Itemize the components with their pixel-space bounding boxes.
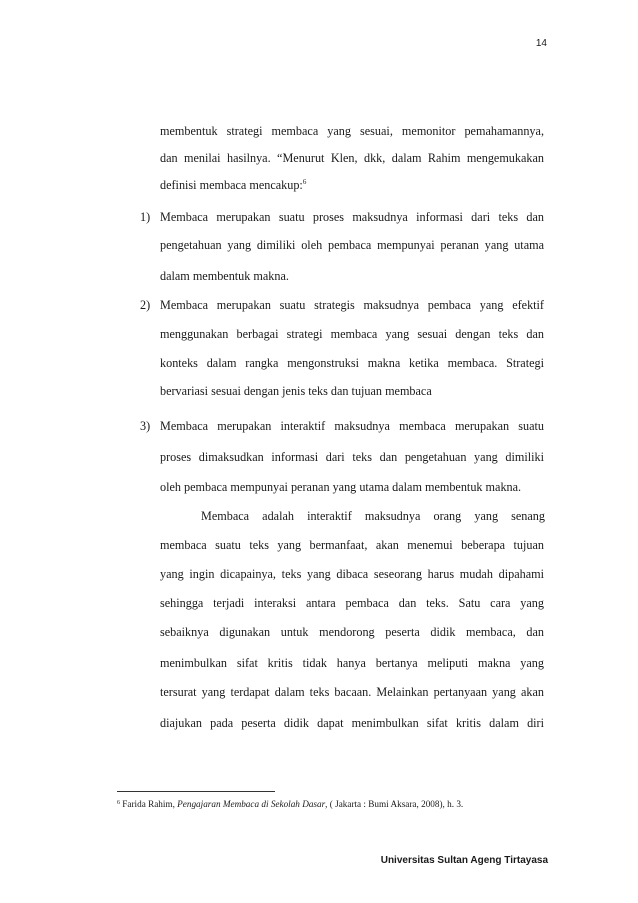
- text-line: diajukan pada peserta didik dapat menimbulkan sifat kritis dalam diri: [160, 716, 544, 730]
- footnote-publication: , ( Jakarta : Bumi Aksara, 2008), h. 3.: [325, 799, 464, 809]
- list-number: 1): [140, 210, 151, 224]
- footnote-title: Pengajaran Membaca di Sekolah Dasar: [177, 799, 326, 809]
- text-line: proses dimaksudkan informasi dari teks dan pengetahuan yang dimiliki: [160, 450, 544, 464]
- footnote: [117, 798, 463, 810]
- text-line: Membaca merupakan interaktif maksudnya membaca merupakan suatu: [160, 419, 544, 433]
- text-line: konteks dalam rangka mengonstruksi makna ketika membaca. Strategi: [160, 356, 544, 370]
- text-line: menimbulkan sifat kritis tidak hanya bertanya meliputi makna yang: [160, 656, 544, 670]
- text-line: dan menilai hasilnya. “Menurut Klen, dkk, dalam Rahim mengemukakan: [160, 151, 544, 165]
- text-line: pengetahuan yang dimiliki oleh pembaca mempunyai peranan yang utama: [160, 238, 544, 252]
- text-line: sehingga terjadi interaksi antara pembaca dan teks. Satu cara yang: [160, 596, 544, 610]
- footnote-reference: 6: [302, 178, 307, 186]
- text-line: menggunakan berbagai strategi membaca yang sesuai dengan teks dan: [160, 327, 544, 341]
- text-line: dalam membentuk makna.: [160, 269, 289, 283]
- text-line: Membaca merupakan suatu proses maksudnya informasi dari teks dan: [160, 210, 544, 224]
- footer-university: Universitas Sultan Ageng Tirtayasa: [380, 855, 548, 866]
- text-line: bervariasi sesuai dengan jenis teks dan tujuan membaca: [160, 384, 432, 398]
- text-line: yang ingin dicapainya, teks yang dibaca seseorang harus mudah dipahami: [160, 567, 544, 581]
- list-number: 3): [140, 419, 151, 433]
- text-line: membaca suatu teks yang bermanfaat, akan menemui beberapa tujuan: [160, 538, 544, 552]
- text-line: sebaiknya digunakan untuk mendorong peserta didik membaca, dan: [160, 625, 544, 639]
- text-line: Membaca merupakan suatu strategis maksudnya pembaca yang efektif: [160, 298, 544, 312]
- text-line: oleh pembaca mempunyai peranan yang utama dalam membentuk makna.: [160, 480, 522, 494]
- page-number: 14: [535, 38, 547, 49]
- text-line-content: definisi membaca mencakup:: [160, 178, 303, 192]
- footnote-marker: 6: [117, 800, 120, 806]
- text-line: tersurat yang terdapat dalam teks bacaan. Melainkan pertanyaan yang akan: [160, 685, 544, 699]
- text-line: [160, 177, 360, 193]
- footnote-author: Farida Rahim,: [122, 799, 175, 809]
- list-number: 2): [140, 298, 151, 312]
- footnote-divider: [117, 791, 275, 792]
- text-line: Membaca adalah interaktif maksudnya orang yang senang: [201, 509, 545, 523]
- text-line: membentuk strategi membaca yang sesuai, memonitor pemahamannya,: [160, 124, 544, 138]
